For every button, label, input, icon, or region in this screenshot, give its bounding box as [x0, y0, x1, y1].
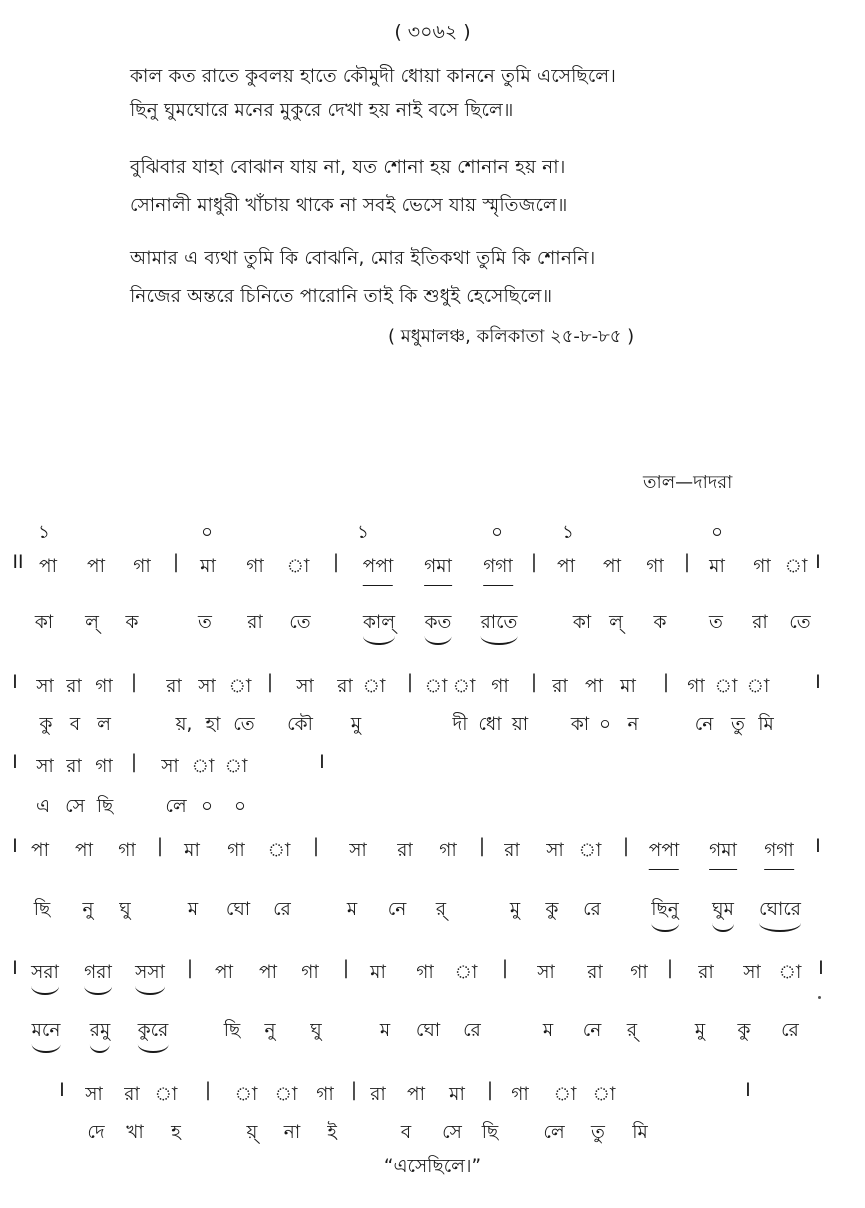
note: সা	[537, 962, 555, 983]
note: রা	[504, 840, 520, 861]
bar-open: I	[12, 836, 18, 857]
barline: |	[156, 836, 164, 857]
syllable: ছি	[481, 1122, 499, 1143]
note: পা	[603, 556, 621, 577]
barline: |	[622, 836, 630, 857]
note: া	[362, 676, 386, 697]
syllable: কা	[34, 612, 54, 633]
note: া	[454, 962, 478, 983]
syllable: রে	[583, 899, 601, 920]
note: গা	[301, 962, 319, 983]
syllable: নে	[387, 899, 407, 920]
syllable: হা	[205, 714, 221, 735]
syllable: তে	[289, 612, 311, 633]
syllable: মি	[758, 714, 774, 735]
syllable: না	[283, 1122, 301, 1143]
barline: |	[342, 958, 350, 979]
syllable: য়্	[246, 1122, 258, 1143]
barline: |	[332, 552, 340, 573]
note: রা	[66, 756, 82, 777]
beat-marks-row	[0, 518, 865, 548]
note: মা	[620, 676, 636, 697]
lyric-line: কাল কত রাতে কুবলয় হাতে কৌমুদী ধোয়া কাননে তুমি এসেছিলে।	[130, 66, 617, 87]
note: সা	[85, 1084, 103, 1105]
note: গা	[95, 676, 113, 697]
note: া	[424, 676, 448, 697]
lyric-syllable-row	[0, 1016, 865, 1046]
note: রা	[66, 676, 82, 697]
lyric-line: বুঝিবার যাহা বোঝান যায় না, যত শোনা হয় শোনান হয় না।	[130, 157, 566, 178]
barline: |	[530, 672, 538, 693]
syllable: খা	[126, 1122, 144, 1143]
note-compound: সরা	[31, 958, 59, 995]
syllable: ল	[97, 714, 111, 735]
note: রা	[370, 1084, 386, 1105]
note-compound: পপা	[363, 552, 393, 586]
syllable: দে	[87, 1122, 105, 1143]
syllable-group: ছিনু	[651, 895, 679, 932]
syllable: ঘো	[415, 1020, 441, 1041]
note: সা	[546, 840, 564, 861]
barline: |	[266, 672, 274, 693]
bar-double-open: II	[12, 552, 24, 573]
barline: |	[666, 958, 674, 979]
bar-close: I	[815, 836, 821, 857]
syllable-group: ঘুম	[712, 895, 734, 932]
note: া	[578, 840, 602, 861]
refrain-footer: “এসেছিলে।”	[383, 1156, 482, 1177]
syllable-group: ঘোরে	[759, 895, 801, 932]
note-compound: গমা	[709, 836, 737, 870]
syllable: ঘো	[225, 899, 251, 920]
note: গা	[439, 840, 457, 861]
syllable: য়,	[175, 714, 193, 735]
note: সা	[349, 840, 367, 861]
lyric-syllable-row	[0, 608, 865, 638]
bar-close: I	[745, 1080, 751, 1101]
notation-row	[0, 752, 865, 782]
syllable: মি	[632, 1122, 648, 1143]
syllable: কা	[572, 612, 592, 633]
syllable: হ	[171, 1122, 181, 1143]
note: া	[191, 756, 215, 777]
syllable-group: কাল্	[363, 608, 395, 645]
syllable: কু	[545, 899, 559, 920]
syllable: ঘু	[119, 899, 131, 920]
lyric-syllable-row	[0, 895, 865, 925]
note: মা	[449, 1084, 465, 1105]
note: গা	[511, 1084, 529, 1105]
taal-label: তাল—দাদরা	[643, 472, 733, 493]
bar-open: I	[12, 672, 18, 693]
syllable: ছি	[96, 796, 114, 817]
syllable: রে	[781, 1020, 799, 1041]
barline: |	[204, 1080, 212, 1101]
syllable: লে	[165, 796, 187, 817]
note: সা	[161, 756, 179, 777]
barline: |	[186, 958, 194, 979]
syllable: কৌ	[287, 714, 313, 735]
note: া	[592, 1084, 616, 1105]
syllable-group: রাতে	[481, 608, 518, 645]
barline: |	[172, 552, 180, 573]
barline: |	[406, 672, 414, 693]
note: া	[286, 556, 310, 577]
note: রা	[552, 676, 568, 697]
note: পা	[39, 556, 57, 577]
note: সা	[36, 756, 54, 777]
note: সা	[743, 962, 761, 983]
syllable: ব	[400, 1122, 412, 1143]
syllable: তু	[591, 1122, 605, 1143]
note: পা	[215, 962, 233, 983]
stray-mark	[818, 996, 821, 999]
note: পা	[87, 556, 105, 577]
note: সা	[198, 676, 216, 697]
lyric-line: ছিনু ঘুমঘোরে মনের মুকুরে দেখা হয় নাই বসে ছিলে॥	[130, 100, 514, 121]
syllable: কু	[737, 1020, 751, 1041]
syllable: ই	[327, 1122, 337, 1143]
notation-row	[0, 836, 865, 866]
note: গা	[646, 556, 664, 577]
syllable: ছি	[223, 1020, 241, 1041]
syllable: তু	[731, 714, 745, 735]
syllable: ম	[346, 899, 358, 920]
note: পা	[259, 962, 277, 983]
note: রা	[698, 962, 714, 983]
beat-mark: ০	[490, 522, 504, 543]
syllable: ঘু	[310, 1020, 322, 1041]
syllable: ব	[69, 714, 81, 735]
note: গা	[687, 676, 705, 697]
syllable: এ	[35, 796, 51, 817]
page-number: ( ৩০৬২ )	[394, 21, 471, 43]
beat-mark: ০	[710, 522, 724, 543]
syllable: ম	[379, 1020, 391, 1041]
bar-close: I	[815, 552, 821, 573]
syllable: ত	[709, 612, 723, 633]
syllable: ০	[233, 796, 247, 817]
note: গা	[630, 962, 648, 983]
barline: |	[130, 752, 138, 773]
syllable: ক	[653, 612, 667, 633]
note: গা	[95, 756, 113, 777]
barline: |	[683, 552, 691, 573]
note: মা	[709, 556, 725, 577]
note: রা	[337, 676, 353, 697]
beat-mark: ০	[200, 522, 214, 543]
note: া	[267, 840, 291, 861]
barline: |	[486, 1080, 494, 1101]
syllable: ধো	[478, 714, 502, 735]
barline: |	[130, 672, 138, 693]
note: গা	[753, 556, 771, 577]
note: পা	[585, 676, 603, 697]
note: সা	[36, 676, 54, 697]
note: গা	[416, 962, 434, 983]
note-compound: গরা	[84, 958, 112, 995]
lyric-syllable-row	[0, 1118, 865, 1148]
citation: ( মধুমালঞ্চ, কলিকাতা ২৫-৮-৮৫ )	[388, 326, 635, 347]
barline: |	[501, 958, 509, 979]
syllable: ক	[125, 612, 139, 633]
lyric-syllable-row	[0, 792, 865, 822]
note-compound: গগা	[764, 836, 794, 870]
note: গা	[246, 556, 264, 577]
note: া	[228, 676, 252, 697]
syllable: য়া	[511, 714, 529, 735]
syllable: ন	[627, 714, 639, 735]
note: গা	[316, 1084, 334, 1105]
syllable: দী	[452, 714, 468, 735]
note: গা	[491, 676, 509, 697]
syllable-group: মনে	[32, 1016, 61, 1053]
note: গা	[227, 840, 245, 861]
syllable: কা	[570, 714, 590, 735]
note-compound: গগা	[483, 552, 513, 586]
notation-row	[0, 552, 865, 582]
note: রা	[587, 962, 603, 983]
syllable: সে	[65, 796, 85, 817]
note: া	[778, 962, 802, 983]
lyric-line: আমার এ ব্যথা তুমি কি বোঝনি, মোর ইতিকথা তুমি কি শোননি।	[130, 248, 596, 269]
note: সা	[296, 676, 314, 697]
note: া	[224, 756, 248, 777]
note-compound: গমা	[424, 552, 452, 586]
syllable: ০	[200, 796, 214, 817]
bar-open: I	[12, 752, 18, 773]
barline: |	[662, 672, 670, 693]
syllable-group: কুরে	[138, 1016, 169, 1053]
barline: |	[530, 552, 538, 573]
note: রা	[124, 1084, 140, 1105]
syllable-group: রমু	[90, 1016, 110, 1053]
syllable: ছি	[33, 899, 51, 920]
syllable: ম	[187, 899, 199, 920]
bar-close: I	[818, 958, 824, 979]
note: া	[274, 1084, 298, 1105]
syllable: সে	[442, 1122, 462, 1143]
note: গা	[118, 840, 136, 861]
beat-mark: ১	[356, 522, 370, 543]
note-compound: সসা	[135, 958, 165, 995]
syllable: নে	[582, 1020, 602, 1041]
note: া	[154, 1084, 178, 1105]
note: মা	[370, 962, 386, 983]
syllable: নে	[694, 714, 714, 735]
barline: |	[312, 836, 320, 857]
syllable: রা	[752, 612, 768, 633]
syllable: র্	[626, 1020, 638, 1041]
note: পা	[75, 840, 93, 861]
syllable: তে	[789, 612, 811, 633]
syllable: রে	[273, 899, 291, 920]
barline: |	[350, 1080, 358, 1101]
note: রা	[166, 676, 182, 697]
syllable: রে	[463, 1020, 481, 1041]
syllable: ল্	[609, 612, 623, 633]
note: রা	[397, 840, 413, 861]
beat-mark: ১	[37, 522, 51, 543]
note: পা	[407, 1084, 425, 1105]
syllable: ল্	[85, 612, 99, 633]
note: া	[746, 676, 770, 697]
bar-open: I	[12, 958, 18, 979]
lyric-line: সোনালী মাধুরী খাঁচায় থাকে না সবই ভেসে যায় স্মৃতিজলে॥	[130, 195, 568, 216]
syllable: র্	[435, 899, 447, 920]
note: া	[452, 676, 476, 697]
syllable: লে	[543, 1122, 565, 1143]
lyric-syllable-row	[0, 710, 865, 740]
note: পা	[31, 840, 49, 861]
note: মা	[200, 556, 216, 577]
note: মা	[184, 840, 200, 861]
note: পা	[557, 556, 575, 577]
notation-row	[0, 672, 865, 702]
note: া	[784, 556, 808, 577]
lyric-line: নিজের অন্তরে চিনিতে পারোনি তাই কি শুধুই হেসেছিলে॥	[130, 286, 553, 307]
note: া	[553, 1084, 577, 1105]
notation-row	[0, 958, 865, 988]
note: গা	[133, 556, 151, 577]
note: া	[234, 1084, 258, 1105]
note-compound: পপা	[649, 836, 679, 870]
syllable: নু	[264, 1020, 276, 1041]
notation-row	[0, 1080, 865, 1110]
bar-open: I	[59, 1080, 65, 1101]
syllable: মু	[350, 714, 362, 735]
beat-mark: ১	[561, 522, 575, 543]
syllable: মু	[694, 1020, 706, 1041]
syllable: কু	[39, 714, 53, 735]
syllable-group: কত	[425, 608, 452, 645]
bar-close: I	[815, 672, 821, 693]
syllable: ম	[542, 1020, 554, 1041]
syllable: ০	[598, 714, 612, 735]
syllable: মু	[509, 899, 521, 920]
syllable: ত	[198, 612, 212, 633]
syllable: রা	[247, 612, 263, 633]
syllable: তে	[233, 714, 255, 735]
note: া	[714, 676, 738, 697]
bar-close: I	[319, 752, 325, 773]
barline: |	[478, 836, 486, 857]
syllable: নু	[82, 899, 94, 920]
